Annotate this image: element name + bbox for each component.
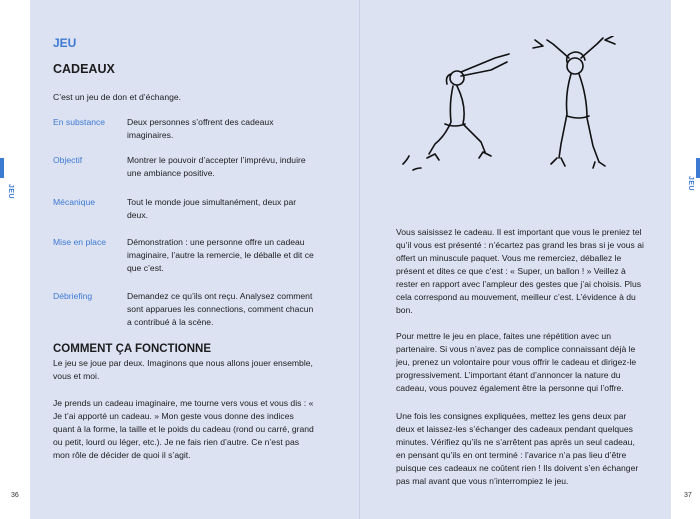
right-edge-tab	[696, 158, 700, 178]
left-paragraph: Le jeu se joue par deux. Imaginons que nous allons jouer ensemble, vous et moi.	[53, 358, 313, 381]
left-page-number: 36	[11, 492, 19, 499]
definition-term: Mise en place	[53, 237, 107, 247]
left-edge-tab	[0, 158, 4, 178]
left-side-label: JEU	[7, 184, 14, 200]
definition-term: Objectif	[53, 155, 83, 165]
definition-text: Tout le monde joue simultanément, deux par deux.	[127, 197, 297, 220]
right-side-label: JEU	[686, 175, 694, 192]
left-paragraph: Je prends un cadeau imaginaire, me tourne vers vous et vous dis : « Je t’ai apporté un cadeau. » Mon geste vous donne des indices quant à la forme, la taille et le poids du cadeau (rond ou carré, grand ou petit, lourd ou léger, etc.). Je ne fais rien d’autre. Ce n’est pas mon rôle de décider de quoi il s’agit.	[53, 398, 314, 460]
right-paragraph: Pour mettre le jeu en place, faites une répétition avec un partenaire. Si vous n’avez pas de complice connaissant déjà le jeu, prenez un volontaire pour vous offrir le cadeau et dirigez-le progressivement. L’important étant d’annoncer la nature du cadeau, vous pouvez également être la personne qui l’offre.	[396, 331, 637, 393]
definition-term: En substance	[53, 117, 106, 127]
gift-exchange-illustration	[395, 36, 635, 196]
book-gutter	[359, 0, 360, 519]
left-person-drawing	[403, 54, 509, 170]
right-page-number: 37	[684, 492, 692, 499]
page-title: CADEAUX	[53, 62, 115, 76]
right-person-drawing	[533, 36, 615, 168]
definition-term: Mécanique	[53, 197, 96, 207]
how-it-works-heading: COMMENT ÇA FONCTIONNE	[53, 343, 212, 355]
section-tag: JEU	[53, 36, 77, 50]
definition-term: Débriefing	[53, 291, 93, 301]
definition-text: Montrer le pouvoir d’accepter l’imprévu, induire une ambiance positive.	[127, 155, 306, 178]
definition-text: Deux personnes s’offrent des cadeaux imaginaires.	[127, 117, 274, 140]
right-paragraph: Une fois les consignes expliquées, mettez les gens deux par deux et laissez-les s’échanger des cadeaux pendant quelques minutes. Vérifiez qu’ils ne s’arrêtent pas après un seul cadeau, en pensant qu’ils en ont terminé : l’avarice n’a pas lieu d’être puisque ces cadeaux ne coûtent rien ! Ils doivent s’en échanger pas mal avant que vous n’interrompiez le jeu.	[396, 411, 639, 486]
definition-text: Demandez ce qu’ils ont reçu. Analysez comment sont apparues les connections, comment chacun a contribué à la scène.	[127, 291, 314, 327]
right-paragraph: Vous saisissez le cadeau. Il est important que vous le preniez tel qu’il vous est présenté : n’écartez pas grand les bras si je vous ai offert un minuscule paquet. Vous me remerciez, déballez le présent et dites ce que c’est : « Super, un ballon ! » Veillez à rester en rapport avec l’ampleur des gestes que j’ai choisis. Plus cela correspond au mouvement, meilleur c’est. L’évidence à du bon.	[396, 227, 644, 315]
intro-text: C’est un jeu de don et d’échange.	[53, 92, 182, 102]
definition-text: Démonstration : une personne offre un cadeau imaginaire, l’autre la remercie, le déballe et dit ce que c’est.	[127, 237, 314, 273]
